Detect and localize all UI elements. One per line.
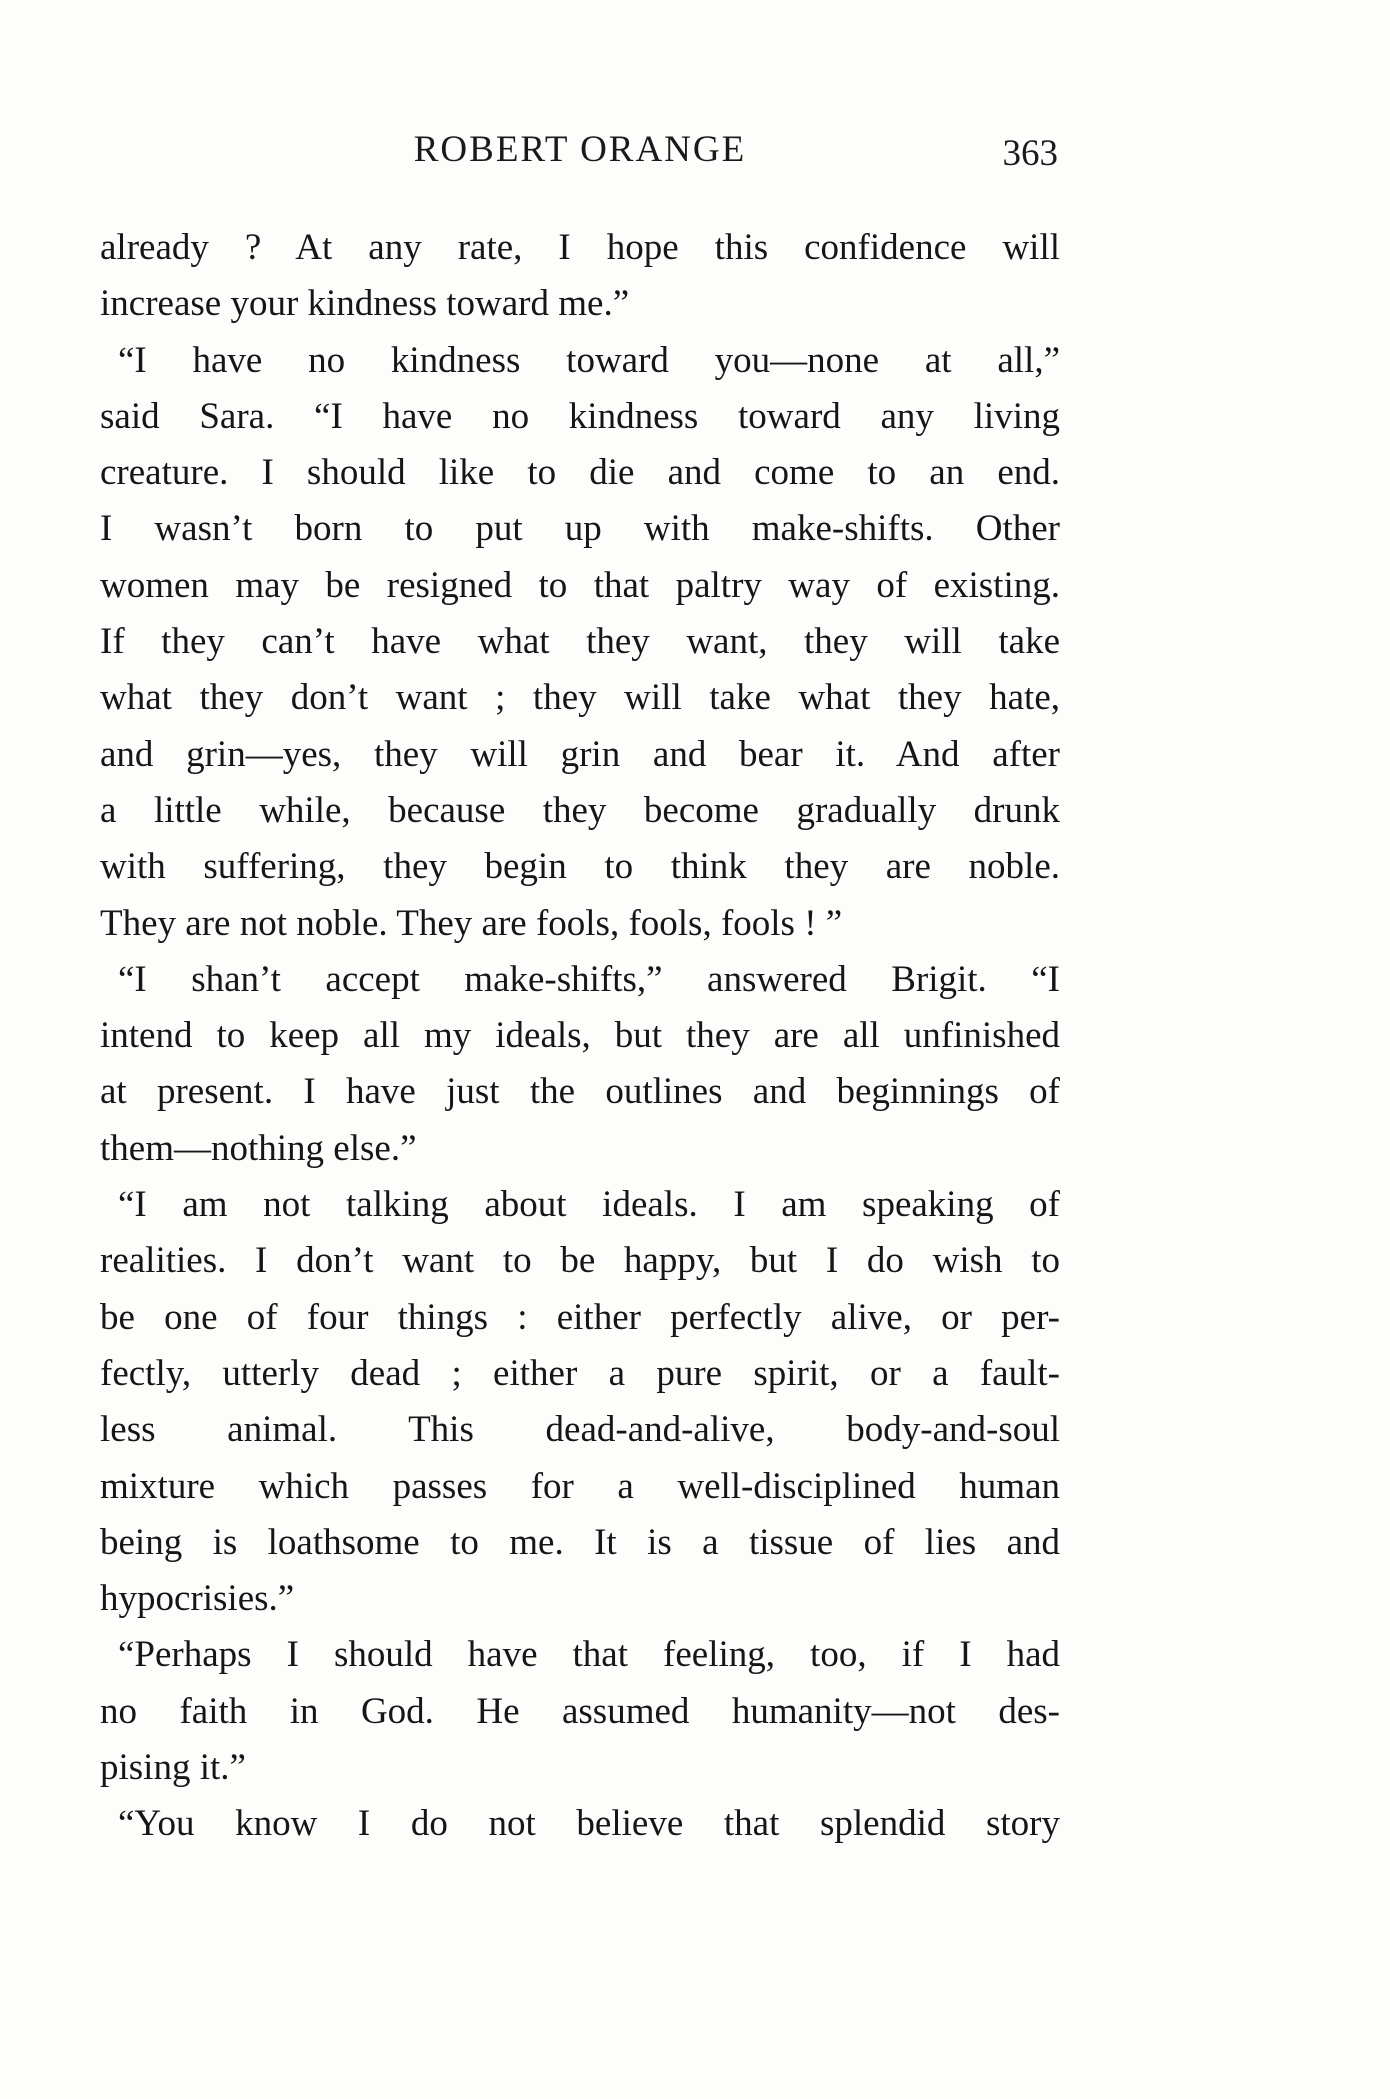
text-line: them—nothing else.”: [100, 1127, 417, 1169]
text-line: a little while, because they become gradually drunk: [100, 789, 1060, 831]
text-line: “You know I do not believe that splendid story: [118, 1803, 1060, 1845]
text-line: no faith in God. He assumed humanity—not des-: [100, 1690, 1060, 1732]
text-line: “I shan’t accept make-shifts,” answered Brigit. “I: [118, 958, 1060, 1000]
text-line: realities. I don’t want to be happy, but I do wish to: [100, 1240, 1060, 1282]
text-line: pising it.”: [100, 1747, 246, 1789]
body-text: [100, 220, 1060, 1853]
text-line: and grin—yes, they will grin and bear it. And after: [100, 733, 1060, 775]
text-line: “Perhaps I should have that feeling, too, if I had: [118, 1634, 1060, 1676]
text-line: said Sara. “I have no kindness toward any living: [100, 395, 1060, 437]
page-number: 363: [1002, 133, 1058, 174]
text-line: already ? At any rate, I hope this confidence will: [100, 227, 1060, 268]
text-line: what they don’t want ; they will take what they hate,: [100, 677, 1060, 719]
text-line: less animal. This dead-and-alive, body-and-soul: [100, 1409, 1060, 1451]
text-line: with suffering, they begin to think they are noble.: [100, 846, 1060, 888]
text-line: intend to keep all my ideals, but they are all unfinished: [100, 1015, 1060, 1057]
text-line: If they can’t have what they want, they will take: [100, 621, 1060, 663]
text-line: I wasn’t born to put up with make-shifts. Other: [100, 508, 1060, 550]
text-line: creature. I should like to die and come to an end.: [100, 452, 1060, 494]
text-line: be one of four things : either perfectly alive, or per-: [100, 1296, 1060, 1338]
text-line: fectly, utterly dead ; either a pure spirit, or a fault-: [100, 1352, 1060, 1394]
text-line: They are not noble. They are fools, fools, fools ! ”: [100, 902, 843, 944]
text-line: women may be resigned to that paltry way of existing.: [100, 564, 1060, 606]
text-line: “I have no kindness toward you—none at all,”: [118, 339, 1060, 381]
page-header: [100, 128, 1060, 188]
text-line: “I am not talking about ideals. I am speaking of: [118, 1184, 1060, 1226]
text-line: increase your kindness toward me.”: [100, 283, 630, 325]
text-line: hypocrisies.”: [100, 1578, 295, 1620]
running-head: ROBERT ORANGE: [413, 129, 747, 170]
text-line: being is loathsome to me. It is a tissue of lies and: [100, 1521, 1060, 1563]
text-line: at present. I have just the outlines and beginnings of: [100, 1071, 1060, 1113]
text-line: mixture which passes for a well-disciplined human: [100, 1465, 1060, 1507]
